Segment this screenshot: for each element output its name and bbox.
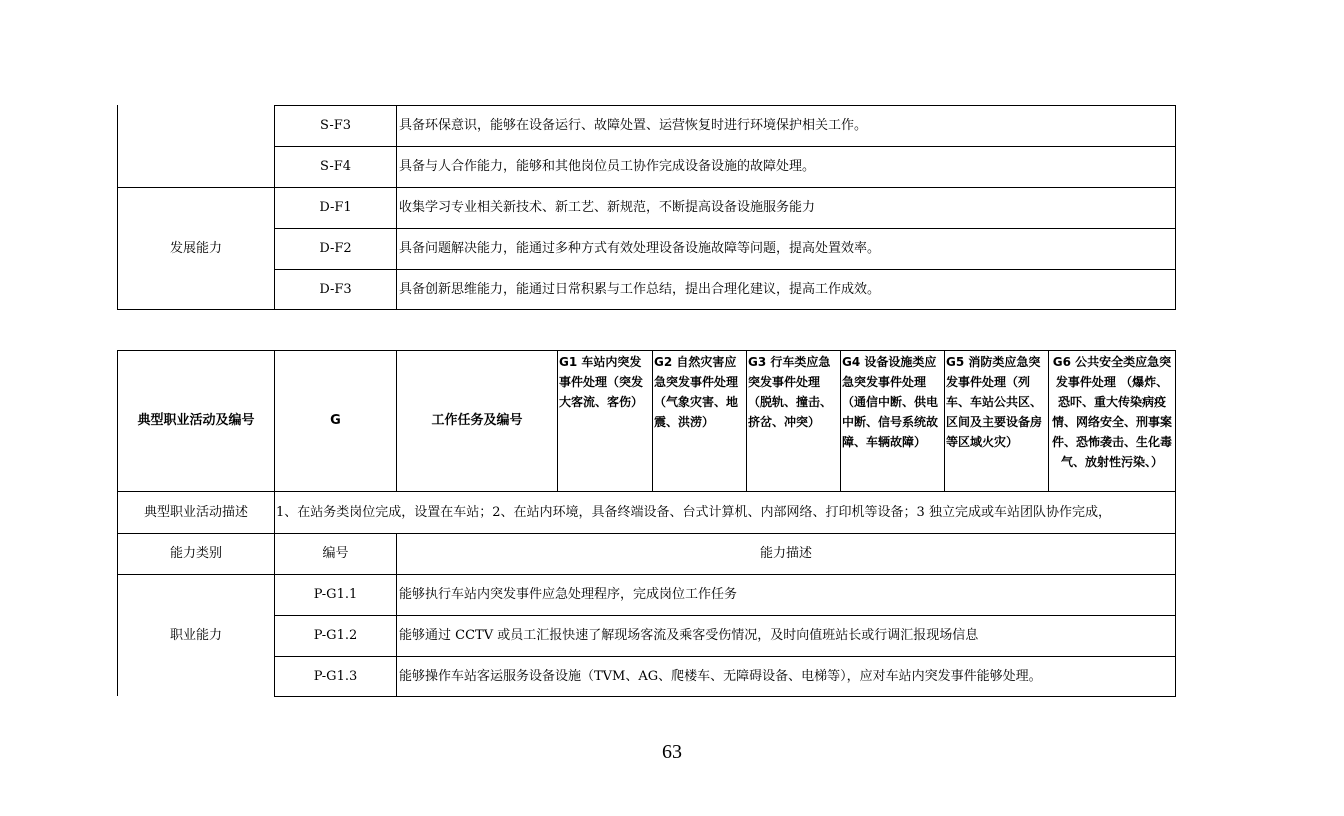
table-row-code: P-G1.3: [313, 668, 358, 684]
category-header: 能力类别: [169, 546, 222, 561]
description-text: 1、在站务类岗位完成，设置在车站；2、在站内环境，具备终端设备、台式计算机、内部网络、打印机等设备；3 独立完成或车站团队协作完成，: [276, 504, 1111, 520]
table-row-desc: 具备创新思维能力，能通过日常积累与工作总结，提出合理化建议，提高工作成效。: [399, 281, 881, 297]
task-g4: G4 设备设施类应急突发事件处理（通信中断、供电中断、信号系统故障、车辆故障）: [842, 355, 939, 449]
table-row-code: P-G1.2: [313, 628, 358, 643]
task-g3: G3 行车类应急突发事件处理（脱轨、撞击、挤岔、冲突）: [748, 355, 833, 429]
page-number: 63: [662, 741, 682, 763]
group-label-development: 发展能力: [169, 240, 222, 256]
table-row-code: D-F2: [319, 241, 352, 256]
table-row-desc: 收集学习专业相关新技术、新工艺、新规范，不断提高设备设施服务能力: [399, 200, 816, 215]
number-header: 编号: [322, 546, 349, 561]
tasks-header: 工作任务及编号: [431, 413, 523, 428]
description-label: 典型职业活动描述: [143, 504, 248, 520]
table-row-desc: 具备问题解决能力，能通过多种方式有效处理设备设施故障等问题，提高处置效率。: [399, 241, 881, 256]
table-row-code: D-F3: [319, 281, 352, 297]
table-row-desc: 具备环保意识，能够在设备运行、故障处置、运营恢复时进行环境保护相关工作。: [399, 118, 868, 133]
table-row-desc: 能够通过 CCTV 或员工汇报快速了解现场客流及乘客受伤情况，及时向值班站长或行调汇报现场信息: [399, 628, 979, 643]
task-g2: G2 自然灾害应急突发事件处理（气象灾害、地震、洪涝）: [654, 355, 739, 429]
table-row-desc: 具备与人合作能力，能够和其他岗位员工协作完成设备设施的故障处理。: [399, 159, 816, 174]
activity-header: 典型职业活动及编号: [137, 413, 255, 428]
task-g1: G1 车站内突发事件处理（突发大客流、客伤）: [559, 355, 644, 409]
task-g6: G6 公共安全类应急突发事件处理 （爆炸、恐吓、重大传染病疫情、网络安全、刑事案件、恐怖袭击、生化毒气、放射性污染、）: [1051, 355, 1172, 469]
group-label-professional: 职业能力: [169, 628, 222, 643]
table-row-code: S-F3: [319, 118, 352, 133]
table-row-desc: 能够操作车站客运服务设备设施（TVM、AG、爬楼车、无障碍设备、电梯等），应对车站内突发事件能够处理。: [399, 668, 1042, 684]
description-header: 能力描述: [759, 546, 812, 561]
table-row-code: P-G1.1: [313, 587, 358, 602]
table-row-desc: 能够执行车站内突发事件应急处理程序，完成岗位工作任务: [399, 587, 738, 602]
task-g5: G5 消防类应急突发事件处理（列车、车站公共区、区间及主要设备房等区域火灾）: [946, 355, 1043, 449]
code-header: G: [330, 413, 341, 428]
table-row-code: D-F1: [319, 200, 352, 215]
table-row-code: S-F4: [319, 159, 352, 174]
